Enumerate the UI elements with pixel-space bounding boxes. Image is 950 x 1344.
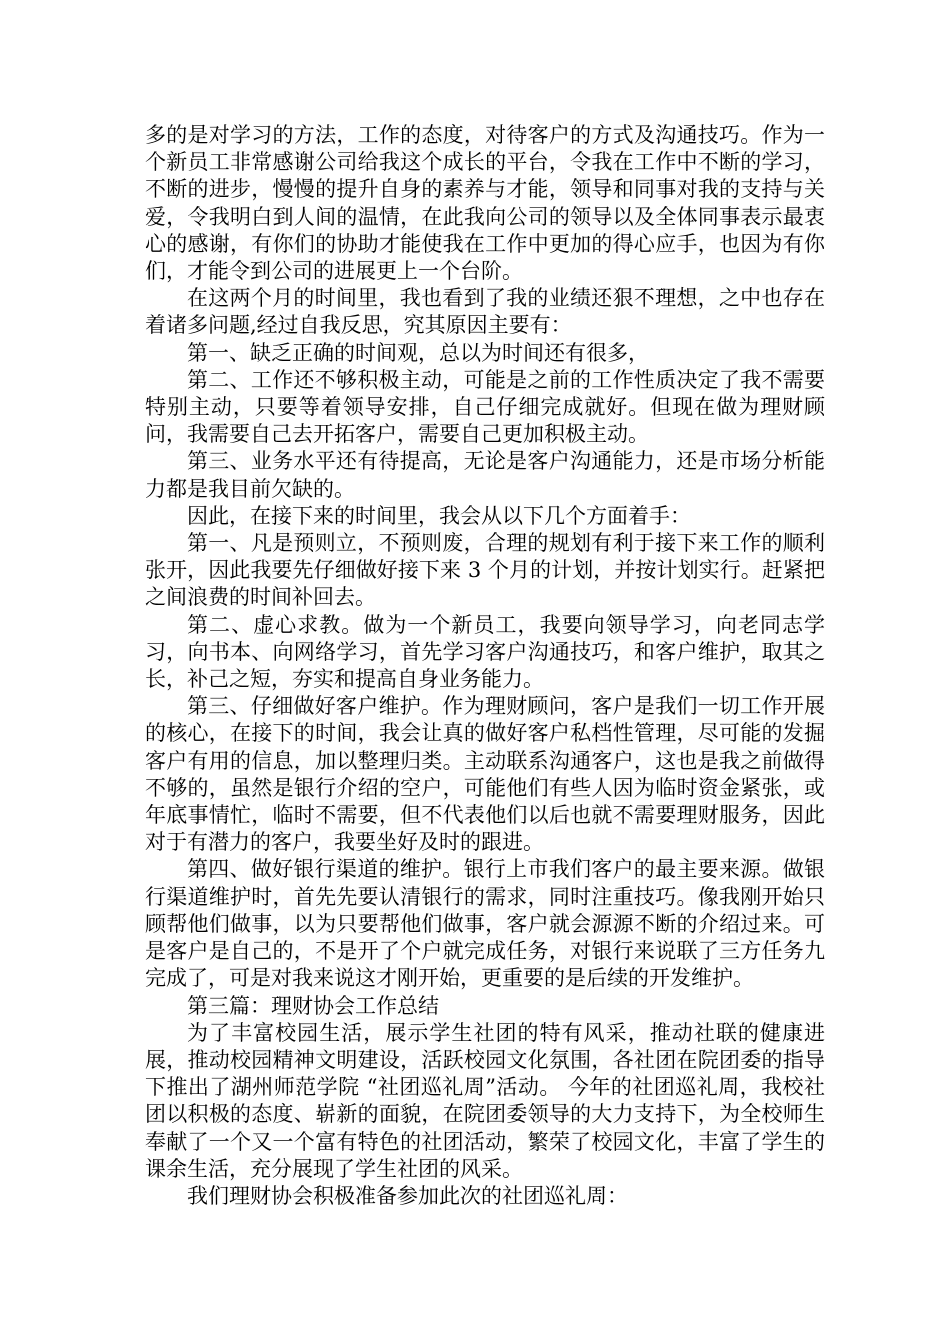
paragraph: 第二、工作还不够积极主动，可能是之前的工作性质决定了我不需要特别主动，只要等着领导安排，自己仔细完成就好。但现在做为理财顾问，我需要自己去开拓客户，需要自己更加积极主动。 <box>145 367 825 447</box>
paragraph: 第三、业务水平还有待提高，无论是客户沟通能力，还是市场分析能力都是我目前欠缺的。 <box>145 449 825 501</box>
paragraph: 为了丰富校园生活，展示学生社团的特有风采，推动社联的健康进展，推动校园精神文明建设，活跃校园文化氛围，各社团在院团委的指导下推出了湖州师范学院 “社团巡礼周”活动。 今年的社团巡礼周，我校社团以积极的态度、崭新的面貌，在院团委领导的大力支持下，为全校师生奉献了一个又一个富有特色的社团活动，繁荣了校园文化，丰富了学生的课余生活，充分展现了学生社团的风采。 <box>145 1020 825 1181</box>
paragraph: 第一、凡是预则立，不预则废，合理的规划有利于接下来工作的顺利张开，因此我要先仔细做好接下来 3 个月的计划，并按计划实行。赶紧把之间浪费的时间补回去。 <box>145 531 825 610</box>
paragraph: 多的是对学习的方法，工作的态度，对待客户的方式及沟通技巧。作为一个新员工非常感谢公司给我这个成长的平台，令我在工作中不断的学习，不断的进步，慢慢的提升自身的素养与才能，领导和同事对我的支持与关爱，令我明白到人间的温情，在此我向公司的领导以及全体同事表示最衷心的感谢，有你们的协助才能使我在工作中更加的得心应手，也因为有你们，才能令到公司的进展更上一个台阶。 <box>145 123 825 284</box>
document-body <box>145 122 825 1210</box>
paragraph: 第四、做好银行渠道的维护。银行上市我们客户的最主要来源。做银行渠道维护时，首先先要认清银行的需求，同时注重技巧。像我刚开始只顾帮他们做事，以为只要帮他们做事，客户就会源源不断的介绍过来。可是客户是自己的，不是开了个户就完成任务，对银行来说联了三方任务九完成了，可是对我来说这才刚开始，更重要的是后续的开发维护。 <box>145 857 825 991</box>
paragraph: 我们理财协会积极准备参加此次的社团巡礼周： <box>187 1183 628 1208</box>
section-heading: 第三篇：理财协会工作总结 <box>187 993 439 1018</box>
paragraph: 因此，在接下来的时间里，我会从以下几个方面着手： <box>187 503 691 528</box>
paragraph: 第一、缺乏正确的时间观，总以为时间还有很多， <box>187 340 649 365</box>
paragraph: 第三、仔细做好客户维护。作为理财顾问，客户是我们一切工作开展的核心，在接下的时间，我会让真的做好客户私档性管理，尽可能的发掘客户有用的信息，加以整理归类。主动联系沟通客户，这也是我之前做得不够的，虽然是银行介绍的空户，可能他们有些人因为临时资金紧张，或年底事情忙，临时不需要，但不代表他们以后也就不需要理财服务，因此对于有潜力的客户，我要坐好及时的跟进。 <box>145 694 825 855</box>
paragraph: 在这两个月的时间里，我也看到了我的业绩还狠不理想，之中也存在着诸多问题,经过自我反思，究其原因主要有： <box>145 286 825 338</box>
paragraph: 第二、虚心求教。做为一个新员工，我要向领导学习，向老同志学习，向书本、向网络学习，首先学习客户沟通技巧，和客户维护，取其之长，补己之短，夯实和提高自身业务能力。 <box>145 612 825 692</box>
